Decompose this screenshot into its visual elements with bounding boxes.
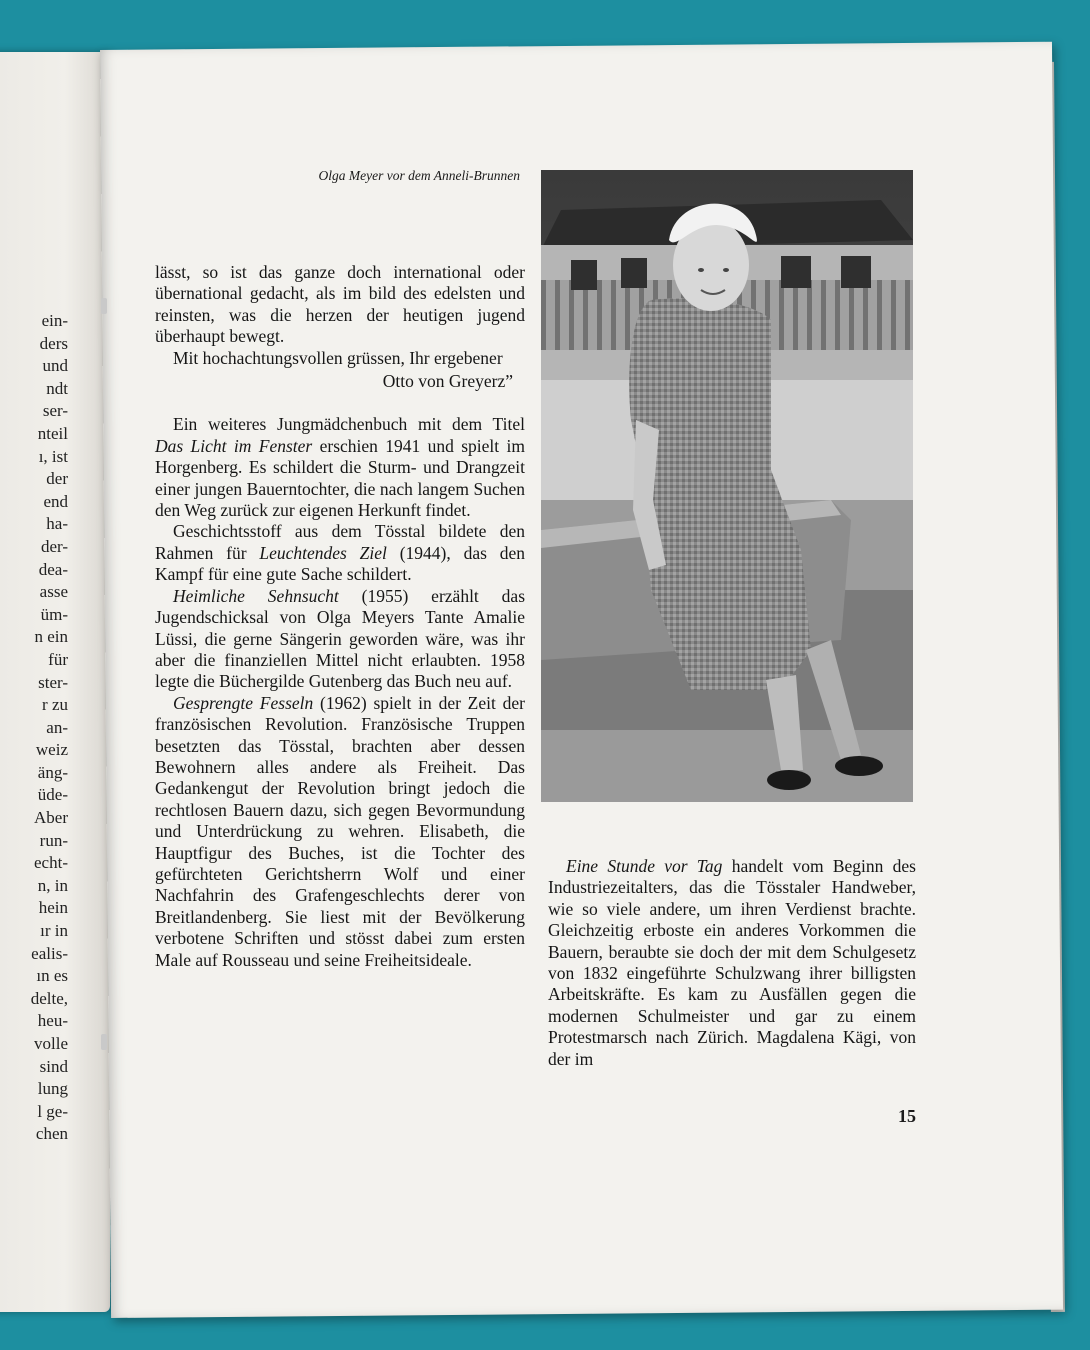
previous-page-line: und: [42, 356, 68, 376]
previous-page-line: ha-: [46, 514, 68, 534]
paragraph-licht-im-fenster: Ein weiteres Jungmädchenbuch mit dem Titel Das Licht im Fenster erschien 1941 und spielt im Horgenberg. Es schildert die Sturm- und Drangzeit einer jungen Bauerntochter, die nach langem Suchen den Weg zurück zur eigenen Herkunft findet.: [155, 414, 525, 521]
staple-bottom: [101, 1034, 107, 1050]
previous-page-line: ır in: [40, 921, 68, 941]
previous-page-line: run-: [39, 830, 68, 850]
previous-page-line: n, in: [37, 875, 68, 895]
previous-page-line: r zu: [42, 695, 68, 715]
previous-page-line: delte,: [30, 988, 68, 1008]
book-title: Gesprengte Fesseln: [173, 692, 314, 713]
previous-page-line: üm-: [40, 604, 68, 624]
paragraph-gesprengte-fesseln: Gesprengte Fesseln (1962) spielt in der Zeit der französischen Revolution. Französische Truppen besetzten das Tösstal, brachten aber dessen Bewohnern alles andere als Freiheit. Das Gedankengut der Revolution bringt jedoch die rechtlosen Bauern dazu, sich gegen Bevormundung und Unterdrückung zu wehren. Elisabeth, die Hauptfigur des Buches, ist die Tochter des gefürchteten Gerichtsherrn Wolf und einer Nachfahrin des Grafengeschlechts derer von Breitlandenberg. Sie liest mit der Bevölkerung verbotene Schriften und stösst dabei zum ersten Male auf Rousseau und seine Freiheitsideale.: [155, 692, 525, 970]
previous-page-line: echt-: [34, 853, 68, 873]
previous-page-line: sind: [39, 1056, 68, 1076]
photo-caption: Olga Meyer vor dem Anneli-Brunnen: [318, 168, 520, 183]
previous-page-line: heu-: [37, 1011, 68, 1031]
letter-signature: Otto von Greyerz”: [382, 371, 513, 392]
previous-page-line: ı, ist: [38, 446, 68, 466]
previous-page-line: ein-: [41, 311, 68, 330]
previous-page-line: weiz: [35, 740, 68, 760]
previous-page-line: äng-: [37, 762, 68, 782]
paragraph-heimliche-sehnsucht: Heimliche Sehnsucht (1955) erzählt das Jugendschicksal von Olga Meyers Tante Amalie Lüssi, die gerne Sängerin geworden wäre, was ihr aber die finanziellen Mittel nicht erlaubten. 1958 legte die Büchergilde Gutenberg das Buch neu auf.: [155, 585, 526, 692]
previous-page-line: ser-: [42, 401, 68, 421]
page-number: 15: [898, 1106, 916, 1126]
letter-text: lässt, so ist das ganze doch international oder übernational gedacht, als im bild des edelsten und reinsten, was die herzen der heutigen jugend überhaupt bewegt.: [155, 262, 525, 347]
previous-page-line: volle: [34, 1034, 68, 1053]
previous-page-line: n ein: [34, 627, 68, 647]
previous-page-line: asse: [39, 582, 68, 602]
previous-page-text: [0, 310, 68, 1146]
previous-page-line: an-: [46, 717, 68, 737]
previous-page-line: ın es: [36, 966, 68, 986]
previous-page-line: lung: [37, 1079, 68, 1099]
previous-page-line: ster-: [38, 672, 68, 692]
previous-page-line: ealis-: [31, 943, 68, 963]
previous-page-line: üde-: [37, 785, 68, 805]
previous-page-line: der-: [40, 536, 68, 556]
previous-page-line: hein: [38, 898, 68, 918]
right-column: [548, 856, 916, 1070]
previous-page-line: dea-: [38, 559, 68, 579]
book-title: Leuchtendes Ziel: [259, 542, 387, 563]
previous-page-line: ndt: [46, 378, 68, 398]
photo-illustration: [541, 170, 913, 802]
previous-page-line: Aber: [34, 808, 68, 828]
previous-page-line: der: [46, 469, 68, 489]
paragraph-eine-stunde-vor-tag: Eine Stunde vor Tag handelt vom Beginn des Industriezeitalters, das die Tösstaler Handweber, wie so viele andere, um ihren Verdienst brachte. Gleichzeitig erboste ein anderes Vorkommen die Bauern, beraubte sie doch der mit dem Schulgesetz von 1832 eingeführte Schulzwang ihrer billigsten Arbeitskräfte. Es kam zu Ausfällen gegen die modernen Schulmeister und gar zu einem Protestmarsch nach Zürich. Magdalena Kägi, von der im: [548, 856, 916, 1069]
left-column: [155, 262, 525, 971]
staple-top: [101, 298, 107, 314]
previous-page-line: l ge-: [37, 1101, 68, 1121]
previous-page-line: end: [43, 491, 68, 511]
previous-page-line: ders: [39, 333, 68, 353]
paragraph-leuchtendes-ziel: Geschichtsstoff aus dem Tösstal bildete den Rahmen für Leuchtendes Ziel (1944), das den Kampf für eine gute Sache schildert.: [155, 521, 525, 585]
book-title: Heimliche Sehnsucht: [173, 585, 339, 606]
previous-page-line: chen: [35, 1124, 68, 1144]
book-title: Das Licht im Fenster: [155, 435, 313, 456]
previous-page-line: für: [48, 649, 68, 669]
previous-page-line: nteil: [37, 423, 68, 443]
book-title: Eine Stunde vor Tag: [566, 856, 723, 876]
previous-page: [0, 52, 110, 1312]
portrait-photo: [541, 170, 913, 802]
letter-closing: Mit hochachtungsvollen grüssen, Ihr ergebener: [173, 347, 503, 368]
